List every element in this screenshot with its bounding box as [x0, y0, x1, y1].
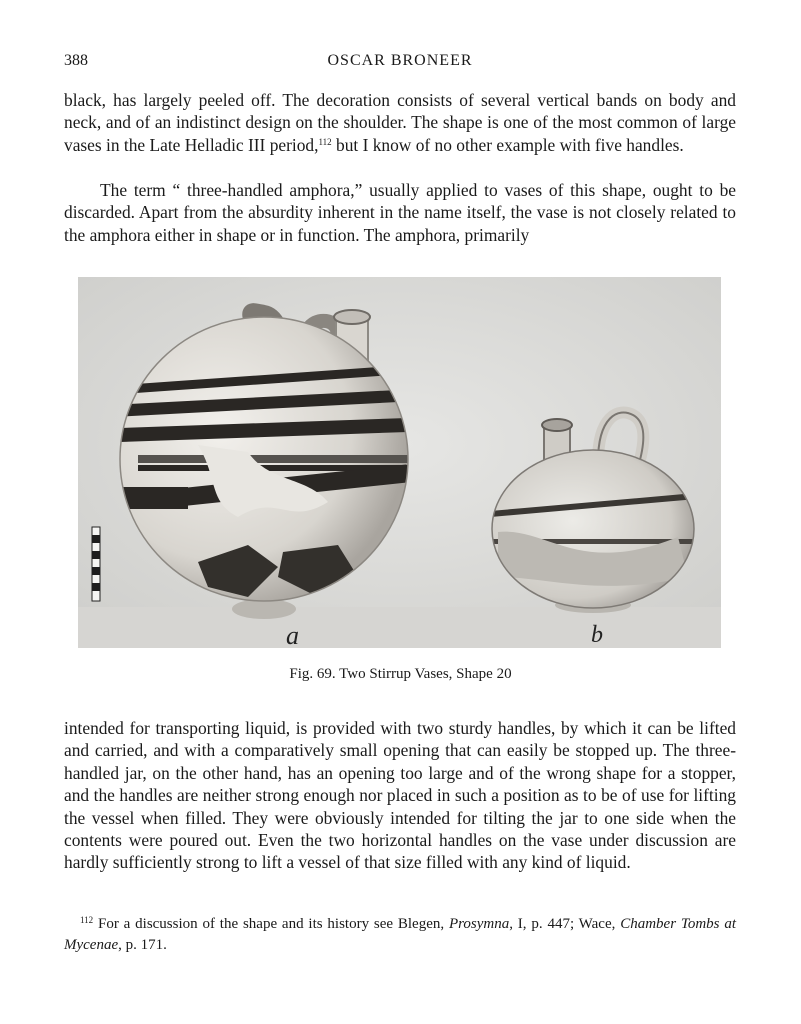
footnote-number: 112	[80, 915, 94, 925]
page-number: 388	[64, 52, 88, 69]
footnote-text-b: , I, p. 447; Wace,	[509, 916, 621, 932]
photo-table-surface	[78, 607, 721, 648]
vase-a-foot	[232, 599, 296, 619]
paragraph-3: intended for transporting liquid, is provided with two sturdy handles, by which it can be lifted and carried, and with a comparatively small opening that can easily be stopped up. The three-handled jar, on the other hand, has an opening too large and of the wrong shape for a stopper, and the handles are neither strong enough nor placed in such a position as to be of use for lifting the vessel when filled. They were obviously intended for tilting the jar to one side when the contents were poured out. Even the two horizontal handles on the vase under discussion are hardly sufficiently strong to lift a vessel of that size filled with any kind of liquid.	[64, 718, 736, 873]
footnote-title-prosymna: Prosymna	[448, 916, 510, 932]
scale-bar	[92, 527, 100, 601]
footnote-title-chamber-tombs: Chamber Tombs at Mycenae	[64, 916, 736, 953]
figure-label-a: a	[286, 621, 299, 648]
page-header	[64, 52, 736, 76]
figure-caption: Fig. 69. Two Stirrup Vases, Shape 20	[289, 666, 512, 682]
paragraph-1-text-a: black, has largely peeled off. The decoration consists of several vertical bands on body and neck, and of an indistinct design on the shoulder. The shape is one of the most common of large vases in the Late Helladic III period,	[64, 90, 736, 155]
vase-a-spout-rim	[334, 310, 370, 324]
vase-b-spout-rim	[542, 419, 572, 431]
figure-69-photo	[78, 277, 721, 648]
paragraph-1	[64, 89, 736, 156]
figure-label-b: b	[591, 622, 603, 648]
footnote-text-c: , p. 171.	[118, 937, 167, 953]
paragraph-1-text-b: but I know of no other example with five handles.	[331, 134, 684, 155]
running-head: OSCAR BRONEER	[327, 52, 473, 69]
footnote-112	[64, 914, 736, 956]
paragraph-2: The term “ three-handled amphora,” usually applied to vases of this shape, ought to be discarded. Apart from the absurdity inherent in the name itself, the vase is not closely related to the amphora either in shape or in function. The amphora, primarily	[64, 180, 736, 245]
footnote-ref-112[interactable]: 112	[318, 136, 332, 147]
footnote-text-a: For a discussion of the shape and its history see Blegen,	[93, 916, 449, 932]
